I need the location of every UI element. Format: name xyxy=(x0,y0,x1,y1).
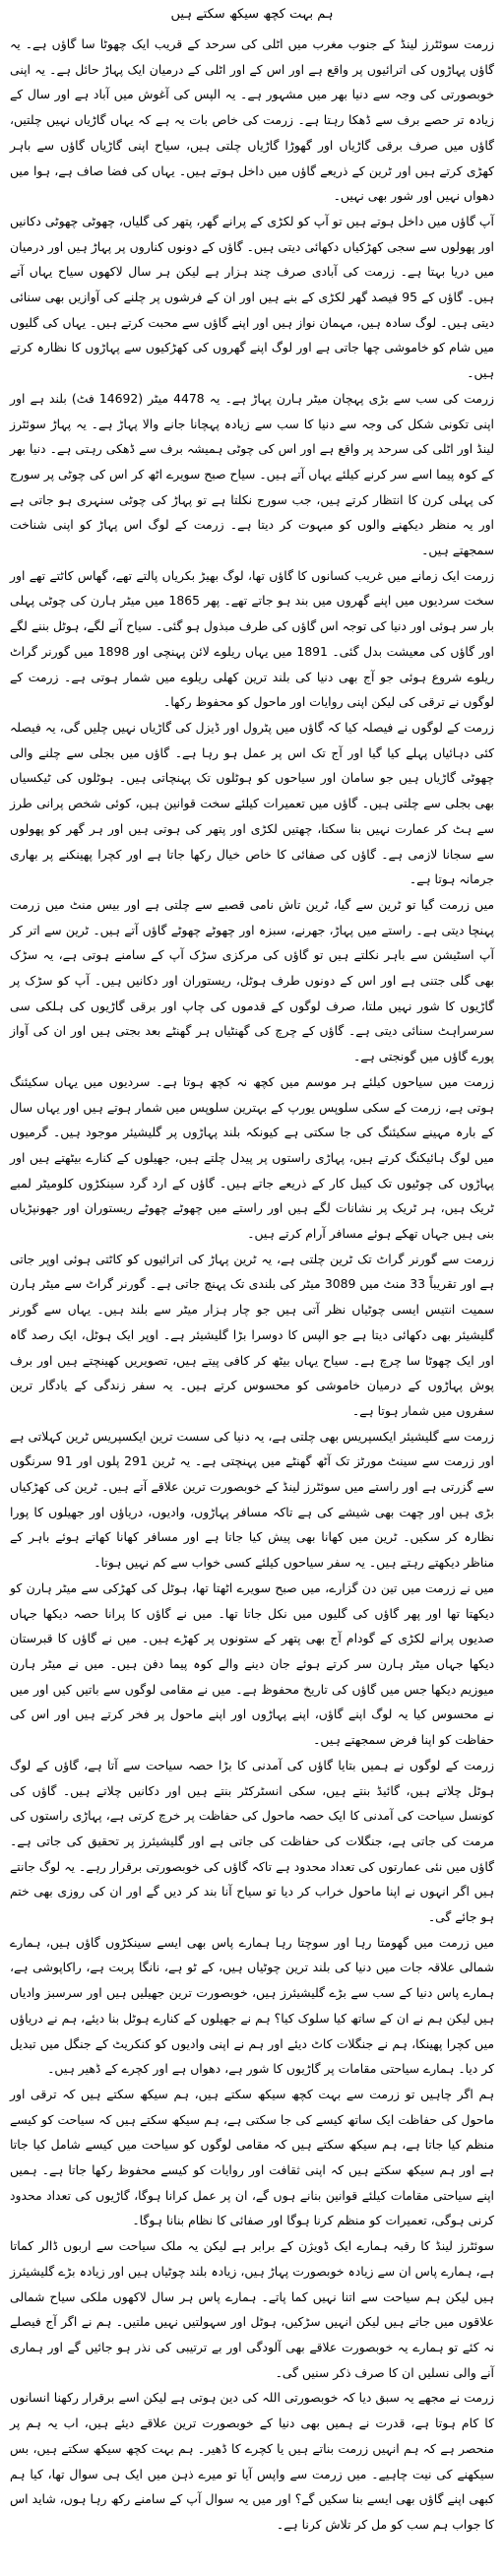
paragraph: سوئٹرز لینڈ کا رقبہ ہمارے ایک ڈویژن کے برابر ہے لیکن یہ ملک سیاحت سے اربوں ڈالر کماتا ہے، ہمارے پاس ان سے زیادہ خوبصورت پہاڑ ہیں، زیادہ بلند چوٹیاں ہیں اور زیادہ بڑے گلیشیئرز ہیں لیکن ہم سیاحت سے اتنا نہیں کما پاتے۔ ہمارے پاس ہر سال لاکھوں ملکی سیاح شمالی علاقوں میں جاتے ہیں لیکن انہیں سڑکیں، ہوٹل اور سہولتیں نہیں ملتیں۔ ہم نے اگر آج فیصلے نہ کئے تو ہمارے یہ خوبصورت علاقے بھی آلودگی اور بے ترتیبی کی نذر ہو جائیں گے اور ہماری آنے والی نسلیں ان کا صرف ذکر سنیں گی۔ xyxy=(10,2238,494,2380)
paragraph: زرمت میں سیاحوں کیلئے ہر موسم میں کچھ نہ کچھ ہوتا ہے۔ سردیوں میں یہاں سکیئنگ ہوتی ہے، زرمت کے سکی سلوپس یورپ کے بہترین سلوپس میں شمار ہوتے ہیں اور یہاں سال کے بارہ مہینے سکیئنگ کی جا سکتی ہے کیونکہ بلند پہاڑوں پر گلیشیئر موجود ہیں۔ گرمیوں میں لوگ ہائیکنگ کرتے ہیں، پہاڑی راستوں پر پیدل چلتے ہیں، جھیلوں کے کنارے بیٹھتے ہیں اور پہاڑوں کی چوٹیوں تک کیبل کار کے ذریعے جاتے ہیں۔ گاؤں کے ارد گرد سینکڑوں کلومیٹر لمبے ٹریک ہیں، ہر ٹریک پر نشانات لگے ہیں اور راستے میں چھوٹے چھوٹے ریستوران اور جھونپڑیاں بنی ہیں جہاں تھکے ہوئے مسافر آرام کرتے ہیں۔ xyxy=(10,1073,494,1242)
paragraph: میں زرمت میں گھومتا رہا اور سوچتا رہا ہمارے پاس بھی ایسے سینکڑوں گاؤں ہیں، ہمارے شمالی علاقہ جات میں دنیا کی بلند ترین چوٹیاں ہیں، کے ٹو ہے، نانگا پربت ہے، راکاپوشی ہے، ہمارے پاس دنیا کے سب سے بڑے گلیشیئرز ہیں، خوبصورت ترین جھیلیں ہیں اور سرسبز وادیاں ہیں لیکن ہم نے ان کے ساتھ کیا سلوک کیا؟ ہم نے جھیلوں کے کنارے ہوٹل بنا دیئے، ہم نے دریاؤں میں کچرا پھینکا، ہم نے جنگلات کاٹ دیئے اور ہم نے اپنی وادیوں کو کنکریٹ کے جنگل میں تبدیل کر دیا۔ ہمارے سیاحتی مقامات پر گاڑیوں کا شور ہے، دھواں ہے اور کچرے کے ڈھیر ہیں۔ xyxy=(10,1934,494,2077)
paragraph: میں نے زرمت میں تین دن گزارے، میں صبح سویرے اٹھتا تھا، ہوٹل کی کھڑکی سے میٹر ہارن کو دیکھتا تھا اور پھر گاؤں کی گلیوں میں نکل جاتا تھا۔ میں نے گاؤں کا پرانا حصہ دیکھا جہاں صدیوں پرانے لکڑی کے گودام آج بھی پتھر کے ستونوں پر کھڑے ہیں۔ میں نے گاؤں کا قبرستان دیکھا جہاں میٹر ہارن سر کرتے ہوئے جان دینے والے کوہ پیما دفن ہیں۔ میں نے میٹر ہارن میوزیم دیکھا جس میں گاؤں کی تاریخ محفوظ ہے۔ میں نے مقامی لوگوں سے باتیں کیں اور میں نے محسوس کیا یہ لوگ اپنے گاؤں، اپنے پہاڑوں اور اپنے ماحول پر فخر کرتے ہیں اور اس کی حفاظت کو اپنا فرض سمجھتے ہیں۔ xyxy=(10,1579,494,1748)
headline: ہم بہت کچھ سیکھ سکتے ہیں xyxy=(170,7,334,22)
paragraph: زرمت نے مجھے یہ سبق دیا کہ خوبصورتی اللہ کی دین ہوتی ہے لیکن اسے برقرار رکھنا انسانوں کا کام ہوتا ہے، قدرت نے ہمیں بھی دنیا کے خوبصورت ترین علاقے دیئے ہیں، اب یہ ہم پر منحصر ہے کہ ہم انہیں زرمت بناتے ہیں یا کچرے کا ڈھیر۔ ہم بہت کچھ سیکھ سکتے ہیں، بس سیکھنے کی نیت چاہیے۔ میں زرمت سے واپس آیا تو میرے ذہن میں ایک ہی سوال تھا، کیا ہم کبھی اپنے گاؤں بھی ایسے بنا سکیں گے؟ اور میں یہ سوال آپ کے سامنے رکھ رہا ہوں، شاید اس کا جواب ہم سب کو مل کر تلاش کرنا ہے۔ xyxy=(10,2390,494,2532)
paragraph: میں زرمت گیا تو ٹرین سے گیا، ٹرین تاش نامی قصبے سے چلتی ہے اور بیس منٹ میں زرمت پہنچا دیتی ہے۔ راستے میں پہاڑ، جھرنے، سبزہ اور چھوٹے چھوٹے گاؤں آتے ہیں۔ ٹرین سے اتر کر آپ اسٹیشن سے باہر نکلتے ہیں تو گاؤں کی مرکزی سڑک آپ کے سامنے ہوتی ہے، یہ سڑک بھی گلی جتنی ہے اور اس کے دونوں طرف ہوٹل، ریستوران اور دکانیں ہیں۔ آپ کو سڑک پر گاڑیوں کا شور نہیں ملتا، صرف لوگوں کے قدموں کی چاپ اور برقی گاڑیوں کی ہلکی سی سرسراہٹ سنائی دیتی ہے۔ گاؤں کے چرچ کی گھنٹیاں ہر گھنٹے بعد بجتی ہیں اور ان کی آواز پورے گاؤں میں گونجتی ہے۔ xyxy=(10,896,494,1064)
paragraph: زرمت سے گورنر گراٹ تک ٹرین چلتی ہے، یہ ٹرین پہاڑ کی اترائیوں کو کاٹتی ہوئی اوپر جاتی ہے اور تقریباً 33 منٹ میں 3089 میٹر کی بلندی تک پہنچ جاتی ہے۔ گورنر گراٹ سے میٹر ہارن سمیت انتیس ایسی چوٹیاں نظر آتی ہیں جو چار ہزار میٹر سے بلند ہیں۔ یہاں سے گورنر گلیشیئر بھی دکھائی دیتا ہے جو الپس کا دوسرا بڑا گلیشیئر ہے۔ اوپر ایک ہوٹل، ایک رصد گاہ اور ایک چھوٹا سا چرچ ہے۔ سیاح یہاں بیٹھ کر کافی پیتے ہیں، تصویریں کھینچتے ہیں اور برف پوش پہاڑوں کے درمیان خاموشی کو محسوس کرتے ہیں۔ یہ سفر زندگی کے یادگار ترین سفروں میں شمار ہوتا ہے۔ xyxy=(10,1251,494,1418)
paragraph: ہم اگر چاہیں تو زرمت سے بہت کچھ سیکھ سکتے ہیں، ہم سیکھ سکتے ہیں کہ ترقی اور ماحول کی حفاظت ایک ساتھ کیسے کی جا سکتی ہے، ہم سیکھ سکتے ہیں کہ سیاحت کو کیسے منظم کیا جاتا ہے، ہم سیکھ سکتے ہیں کہ مقامی لوگوں کو سیاحت میں کیسے شامل کیا جاتا ہے اور ہم سیکھ سکتے ہیں کہ اپنی ثقافت اور روایات کو کیسے محفوظ رکھا جاتا ہے۔ ہمیں اپنے سیاحتی مقامات کیلئے قوانین بنانے ہوں گے، ان پر عمل کرانا ہوگا، گاڑیوں کی تعداد محدود کرنی ہوگی، تعمیرات کو منظم کرنا ہوگا اور صفائی کا نظام بنانا ہوگا۔ xyxy=(10,2086,494,2228)
article-body xyxy=(10,32,494,2538)
paragraph: زرمت سے گلیشیئر ایکسپریس بھی چلتی ہے، یہ دنیا کی سست ترین ایکسپریس ٹرین کہلاتی ہے اور زرمت سے سینٹ مورٹز تک آٹھ گھنٹے میں پہنچتی ہے۔ یہ ٹرین 291 پلوں اور 91 سرنگوں سے گزرتی ہے اور راستے میں سوئٹرز لینڈ کے خوبصورت ترین علاقے آتے ہیں۔ ٹرین کی کھڑکیاں بڑی ہیں اور چھت بھی شیشے کی ہے تاکہ مسافر پہاڑوں، وادیوں، دریاؤں اور جھیلوں کا پورا نظارہ کر سکیں۔ ٹرین میں کھانا بھی پیش کیا جاتا ہے اور مسافر کھانا کھاتے ہوئے باہر کے مناظر دیکھتے رہتے ہیں۔ یہ سفر سیاحوں کیلئے کسی خواب سے کم نہیں ہوتا۔ xyxy=(10,1428,494,1571)
paragraph: زرمت ایک زمانے میں غریب کسانوں کا گاؤں تھا، لوگ بھیڑ بکریاں پالتے تھے، گھاس کاٹتے تھے اور سخت سردیوں میں اپنے گھروں میں بند ہو جاتے تھے۔ پھر 1865 میں میٹر ہارن کی چوٹی پہلی بار سر ہوئی اور دنیا کی توجہ اس گاؤں کی طرف مبذول ہو گئی۔ سیاح آنے لگے، ہوٹل بننے لگے اور گاؤں کی معیشت بدل گئی۔ 1891 میں یہاں ریلوے لائن پہنچی اور 1898 میں گورنر گراٹ ریلوے شروع ہوئی جو آج بھی دنیا کی بلند ترین کھلی ریلوے میں شمار ہوتی ہے۔ زرمت کے لوگوں نے ترقی کی لیکن اپنی روایات اور ماحول کو محفوظ رکھا۔ xyxy=(10,567,494,710)
paragraph: زرمت سوئٹرز لینڈ کے جنوب مغرب میں اٹلی کی سرحد کے قریب ایک چھوٹا سا گاؤں ہے۔ یہ گاؤں پہاڑوں کی اترائیوں پر واقع ہے اور اس کے اور اٹلی کے درمیان ایک پہاڑ حائل ہے۔ یہ اپنی خوبصورتی کی وجہ سے دنیا بھر میں مشہور ہے۔ یہ الپس کی آغوش میں آباد ہے اور سال کے زیادہ تر حصے برف سے ڈھکا رہتا ہے۔ زرمت کی خاص بات یہ ہے کہ یہاں گاڑیاں نہیں چلتیں، گاؤں میں صرف برقی گاڑیاں اور گھوڑا گاڑیاں چلتی ہیں، سیاح اپنی گاڑیاں گاؤں سے باہر کھڑی کرتے ہیں اور ٹرین کے ذریعے گاؤں میں داخل ہوتے ہیں۔ یہاں کی فضا صاف ہے، ہوا میں دھواں نہیں اور شور بھی نہیں۔ xyxy=(10,36,494,204)
paragraph: زرمت کے لوگوں نے ہمیں بتایا گاؤں کی آمدنی کا بڑا حصہ سیاحت سے آتا ہے، گاؤں کے لوگ ہوٹل چلاتے ہیں، گائیڈ بنتے ہیں، سکی انسٹرکٹر بنتے ہیں اور دکانیں چلاتے ہیں۔ گاؤں کی کونسل سیاحت کی آمدنی کا ایک حصہ ماحول کی حفاظت پر خرچ کرتی ہے، پہاڑی راستوں کی مرمت کی جاتی ہے، جنگلات کی حفاظت کی جاتی ہے اور گلیشیئرز پر تحقیق کی جاتی ہے۔ گاؤں میں نئی عمارتوں کی تعداد محدود ہے تاکہ گاؤں کی خوبصورتی برقرار رہے۔ یہ لوگ جانتے ہیں اگر انہوں نے اپنا ماحول خراب کر دیا تو سیاح آنا بند کر دیں گے اور ان کی روزی بھی ختم ہو جائے گی۔ xyxy=(10,1757,494,1925)
paragraph: زرمت کے لوگوں نے فیصلہ کیا کہ گاؤں میں پٹرول اور ڈیزل کی گاڑیاں نہیں چلیں گی، یہ فیصلہ کئی دہائیاں پہلے کیا گیا اور آج تک اس پر عمل ہو رہا ہے۔ گاؤں میں بجلی سے چلنے والی چھوٹی گاڑیاں ہیں جو سامان اور سیاحوں کو ہوٹلوں تک پہنچاتی ہیں۔ ہوٹلوں کی ٹیکسیاں بھی بجلی سے چلتی ہیں۔ گاؤں میں تعمیرات کیلئے سخت قوانین ہیں، کوئی شخص پرانی طرز سے ہٹ کر عمارت نہیں بنا سکتا، چھتیں لکڑی اور پتھر کی ہوتی ہیں اور ہر گھر کو پھولوں سے سجانا لازمی ہے۔ گاؤں کی صفائی کا خاص خیال رکھا جاتا ہے اور کچرا پھینکنے پر بھاری جرمانہ ہوتا ہے۔ xyxy=(10,719,494,887)
paragraph: آپ گاؤں میں داخل ہوتے ہیں تو آپ کو لکڑی کے پرانے گھر، پتھر کی گلیاں، چھوٹی چھوٹی دکانیں اور پھولوں سے سجی کھڑکیاں دکھائی دیتی ہیں۔ گاؤں کے دونوں کناروں پر پہاڑ ہیں اور درمیان میں دریا بہتا ہے۔ زرمت کی آبادی صرف چند ہزار ہے لیکن ہر سال لاکھوں سیاح یہاں آتے ہیں۔ گاؤں کے 95 فیصد گھر لکڑی کے بنے ہیں اور ان کے فرشوں پر چلنے کی آوازیں بھی سنائی دیتی ہیں۔ لوگ سادہ ہیں، مہمان نواز ہیں اور اپنے گاؤں سے محبت کرتے ہیں۔ یہاں کی گلیوں میں شام کو خاموشی چھا جاتی ہے اور لوگ اپنے گھروں کی کھڑکیوں سے پہاڑوں کا نظارہ کرتے ہیں۔ xyxy=(10,213,494,381)
paragraph: زرمت کی سب سے بڑی پہچان میٹر ہارن پہاڑ ہے۔ یہ 4478 میٹر (14692 فٹ) بلند ہے اور اپنی تکونی شکل کی وجہ سے دنیا کا سب سے زیادہ پہچانا جانے والا پہاڑ ہے۔ یہ پہاڑ سوئٹرز لینڈ اور اٹلی کی سرحد پر واقع ہے اور اس کی چوٹی ہمیشہ برف سے ڈھکی رہتی ہے۔ دنیا بھر کے کوہ پیما اسے سر کرنے کیلئے یہاں آتے ہیں۔ سیاح صبح سویرے اٹھ کر اس کی چوٹی پر سورج کی پہلی کرن کا انتظار کرتے ہیں، جب سورج نکلتا ہے تو پہاڑ کی چوٹی سنہری ہو جاتی ہے اور یہ منظر دیکھنے والوں کو مبہوت کر دیتا ہے۔ زرمت کے لوگ اس پہاڑ کو اپنی شناخت سمجھتے ہیں۔ xyxy=(10,390,495,558)
